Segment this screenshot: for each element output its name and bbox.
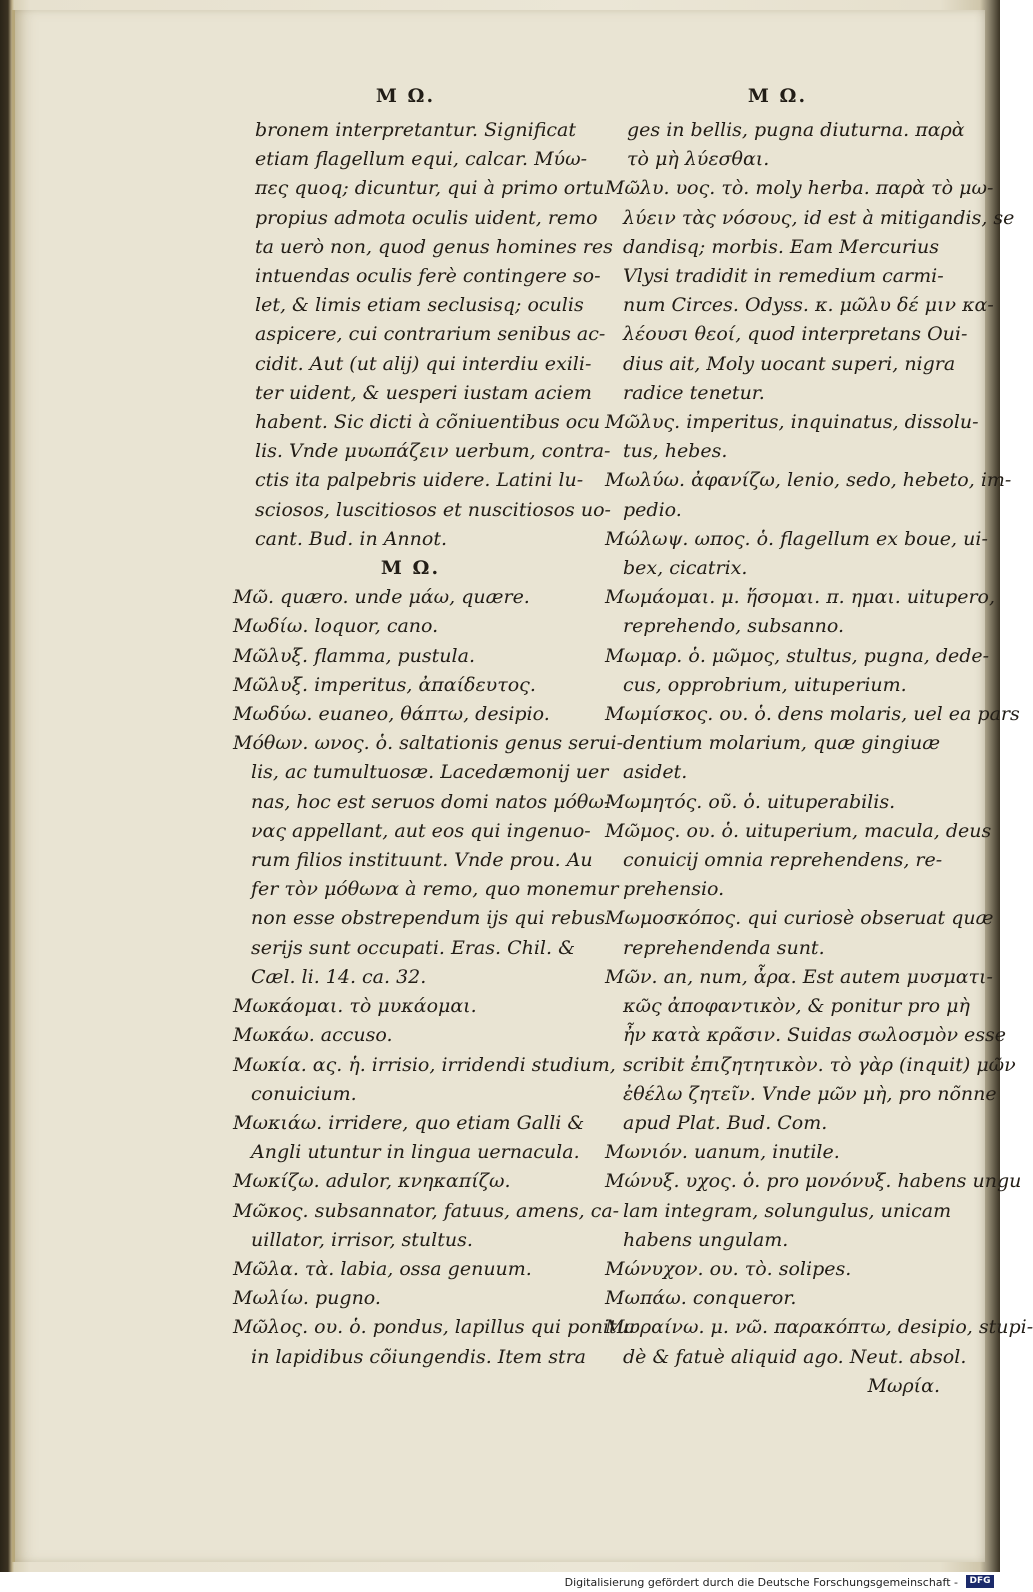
text-line: ta uerò non, quod genus homines res bbox=[255, 235, 613, 258]
text-line: Μωνιόν. uanum, inutile. bbox=[605, 1141, 840, 1164]
text-line: λύειν τὰς νόσους, id est à mitigandis, se bbox=[623, 206, 1015, 229]
text-line: lis, ac tumultuosæ. Lacedæmonij uer bbox=[251, 761, 609, 784]
text-line: conuicij omnia reprehendens, re- bbox=[623, 849, 943, 872]
text-line: cidit. Aut (ut alij) qui interdiu exili- bbox=[255, 352, 592, 375]
text-line: dentium molarium, quæ gingiuæ bbox=[623, 732, 941, 755]
text-line: Μῶ. quæro. unde μάω, quære. bbox=[233, 586, 530, 609]
right-column bbox=[605, 76, 1033, 1401]
text-line: Μῶλυ. υος. τὸ. moly herba. παρὰ τὸ μω- bbox=[605, 177, 994, 200]
text-line: propius admota oculis uident, remo bbox=[255, 206, 598, 229]
text-line: ctis ita palpebris uidere. Latini lu- bbox=[255, 469, 584, 492]
text-line: dandisq; morbis. Eam Mercurius bbox=[623, 235, 939, 258]
text-line: Μωμάομαι. μ. ἥσομαι. π. ημαι. uitupero, bbox=[605, 586, 996, 609]
text-line: Angli utuntur in lingua uernacula. bbox=[251, 1141, 580, 1164]
text-line: radice tenetur. bbox=[623, 381, 765, 404]
text-line: Μωμίσκος. ου. ὁ. dens molaris, uel ea pars bbox=[605, 703, 1020, 726]
text-line: sciosos, luscitiosos et nuscitiosos uo- bbox=[255, 498, 611, 521]
left-column bbox=[233, 76, 639, 1372]
text-line: lis. Vnde μυωπάζειν uerbum, contra- bbox=[255, 440, 611, 463]
text-line: reprehendenda sunt. bbox=[623, 936, 825, 959]
text-line: dè & fatuè aliquid ago. Neut. absol. bbox=[623, 1345, 967, 1368]
text-line: reprehendo, subsanno. bbox=[623, 615, 845, 638]
text-line: ἦν κατὰ κρᾶσιν. Suidas σωλοσμὸν esse bbox=[623, 1024, 1007, 1047]
text-line: Μῶλυξ. flamma, pustula. bbox=[233, 644, 475, 667]
right-running-header: M Ω. bbox=[747, 85, 808, 107]
text-line: Μῶλος. ου. ὁ. pondus, lapillus qui ponitur bbox=[233, 1316, 639, 1339]
text-line: apud Plat. Bud. Com. bbox=[623, 1111, 828, 1134]
right-column-text bbox=[605, 116, 1033, 1401]
text-line: Μῶν. an, num, ἆρα. Est autem μυσματι- bbox=[605, 965, 993, 988]
text-line: Μωπάω. conqueror. bbox=[605, 1287, 797, 1310]
text-line: κῶς ἀποφαντικὸν, & ponitur pro μὴ bbox=[623, 995, 970, 1018]
text-line: uillator, irrisor, stultus. bbox=[251, 1228, 473, 1251]
text-line: habent. Sic dicti à cõniuentibus ocu bbox=[255, 411, 601, 434]
text-line: bronem interpretantur. Significat bbox=[255, 119, 576, 141]
text-line: Μωκάω. accuso. bbox=[233, 1024, 393, 1047]
text-line: Μόθων. ωνος. ὁ. saltationis genus serui- bbox=[233, 732, 624, 755]
text-line: tus, hebes. bbox=[623, 440, 728, 463]
text-line: fer τὸν μόθωνα à remo, quo monemur bbox=[251, 878, 619, 901]
text-line: bex, cicatrix. bbox=[623, 557, 748, 580]
text-line: Μωραίνω. μ. νῶ. παρακόπτω, desipio, stupi- bbox=[605, 1316, 1033, 1339]
text-line: intuendas oculis ferè contingere so- bbox=[255, 265, 601, 288]
text-line: Cæl. li. 14. ca. 32. bbox=[251, 965, 427, 988]
text-line: etiam flagellum equi, calcar. Μύω- bbox=[255, 148, 587, 171]
text-line: Μῶλυξ. imperitus, ἀπαίδευτος. bbox=[233, 673, 536, 696]
text-line: Μωκίζω. adulor, κνηκαπίζω. bbox=[233, 1170, 511, 1193]
footer-credit: Digitalisierung gefördert durch die Deutsche Forschungsgemeinschaft - bbox=[564, 1576, 958, 1589]
text-line: aspicere, cui contrarium senibus ac- bbox=[255, 323, 606, 346]
text-line: num Circes. Odyss. κ. μῶλυ δέ μιν κα- bbox=[623, 294, 994, 317]
text-line: νας appellant, aut eos qui ingenuo- bbox=[251, 819, 591, 842]
text-line: Μῶλυς. imperitus, inquinatus, dissolu- bbox=[605, 411, 979, 434]
left-column-text bbox=[233, 116, 639, 1372]
text-line: scribit ἐπιζητητικὸν. τὸ γὰρ (inquit) μῶν bbox=[623, 1053, 1016, 1076]
text-line: Μώλωψ. ωπος. ὁ. flagellum ex boue, ui- bbox=[605, 527, 988, 550]
text-line: habens ungulam. bbox=[623, 1228, 789, 1251]
text-line: Μώνυχον. ου. τὸ. solipes. bbox=[605, 1257, 852, 1280]
text-line: conuicium. bbox=[251, 1082, 357, 1105]
text-line: rum filios instituunt. Vnde prou. Au bbox=[251, 849, 593, 872]
text-line: cus, opprobrium, uituperium. bbox=[623, 673, 907, 696]
text-line: πες quoq; dicuntur, qui à primo ortu bbox=[255, 177, 605, 200]
text-line: dius ait, Moly uocant superi, nigra bbox=[623, 352, 956, 375]
digitization-footer bbox=[0, 1572, 1000, 1592]
text-line: Μῶκος. subsannator, fatuus, amens, ca- bbox=[233, 1199, 620, 1222]
text-line: Μωδίω. loquor, cano. bbox=[233, 615, 439, 638]
text-line: non esse obstrependum ijs qui rebus bbox=[251, 907, 606, 930]
text-line: ges in bellis, pugna diuturna. παρὰ bbox=[627, 119, 965, 141]
text-line: Μωκάομαι. τὸ μυκάομαι. bbox=[233, 995, 477, 1018]
text-line: Μωμοσκόπος. qui curiosè obseruat quæ bbox=[605, 907, 994, 930]
text-line: serijs sunt occupati. Eras. Chil. & bbox=[251, 936, 576, 959]
text-line: ἐθέλω ζητεῖν. Vnde μῶν μὴ, pro nõnne bbox=[623, 1082, 997, 1105]
text-line: ter uident, & uesperi iustam aciem bbox=[255, 381, 592, 404]
text-line: lam integram, solungulus, unicam bbox=[623, 1199, 952, 1222]
text-line: cant. Bud. in Annot. bbox=[255, 527, 448, 550]
text-line: in lapidibus cõiungendis. Item stra bbox=[251, 1345, 587, 1368]
text-line: Vlysi tradidit in remedium carmi- bbox=[623, 265, 944, 288]
text-line: nas, hoc est seruos domi natos μόθω- bbox=[251, 790, 611, 813]
text-line: Μωκία. ας. ἡ. irrisio, irridendi studium, bbox=[233, 1053, 616, 1076]
text-line: Μωκιάω. irridere, quo etiam Galli & bbox=[233, 1111, 585, 1134]
text-line: Μῶλα. τὰ. labia, ossa genuum. bbox=[233, 1257, 532, 1280]
text-line: prehensio. bbox=[623, 878, 725, 901]
text-line: Μωμητός. οῦ. ὁ. uituperabilis. bbox=[605, 790, 896, 813]
text-line: Μῶμος. ου. ὁ. uituperium, macula, deus bbox=[605, 819, 992, 842]
text-line: Μωλίω. pugno. bbox=[233, 1287, 381, 1310]
text-line: pedio. bbox=[623, 498, 682, 521]
text-line: Μώνυξ. υχος. ὁ. pro μονόνυξ. habens ungu bbox=[605, 1170, 1022, 1193]
text-line: Μωδύω. euaneo, θάπτω, desipio. bbox=[233, 703, 550, 726]
section-header: M Ω. bbox=[380, 557, 441, 580]
text-line: let, & limis etiam seclusisq; oculis bbox=[255, 294, 584, 317]
text-line: Μωλύω. ἀφανίζω, lenio, sedo, hebeto, im- bbox=[605, 469, 1012, 492]
left-running-header: M Ω. bbox=[375, 85, 436, 107]
text-line: Μωμαρ. ὁ. μῶμος, stultus, pugna, dede- bbox=[605, 644, 990, 667]
text-line: Μωρία. bbox=[867, 1374, 940, 1397]
book-page bbox=[12, 10, 1033, 1562]
dfg-logo-icon: DFG bbox=[966, 1575, 994, 1588]
text-line: asidet. bbox=[623, 761, 688, 784]
text-line: λέουσι θεοί, quod interpretans Oui- bbox=[623, 323, 968, 346]
text-line: τὸ μὴ λύεσθαι. bbox=[627, 148, 770, 171]
